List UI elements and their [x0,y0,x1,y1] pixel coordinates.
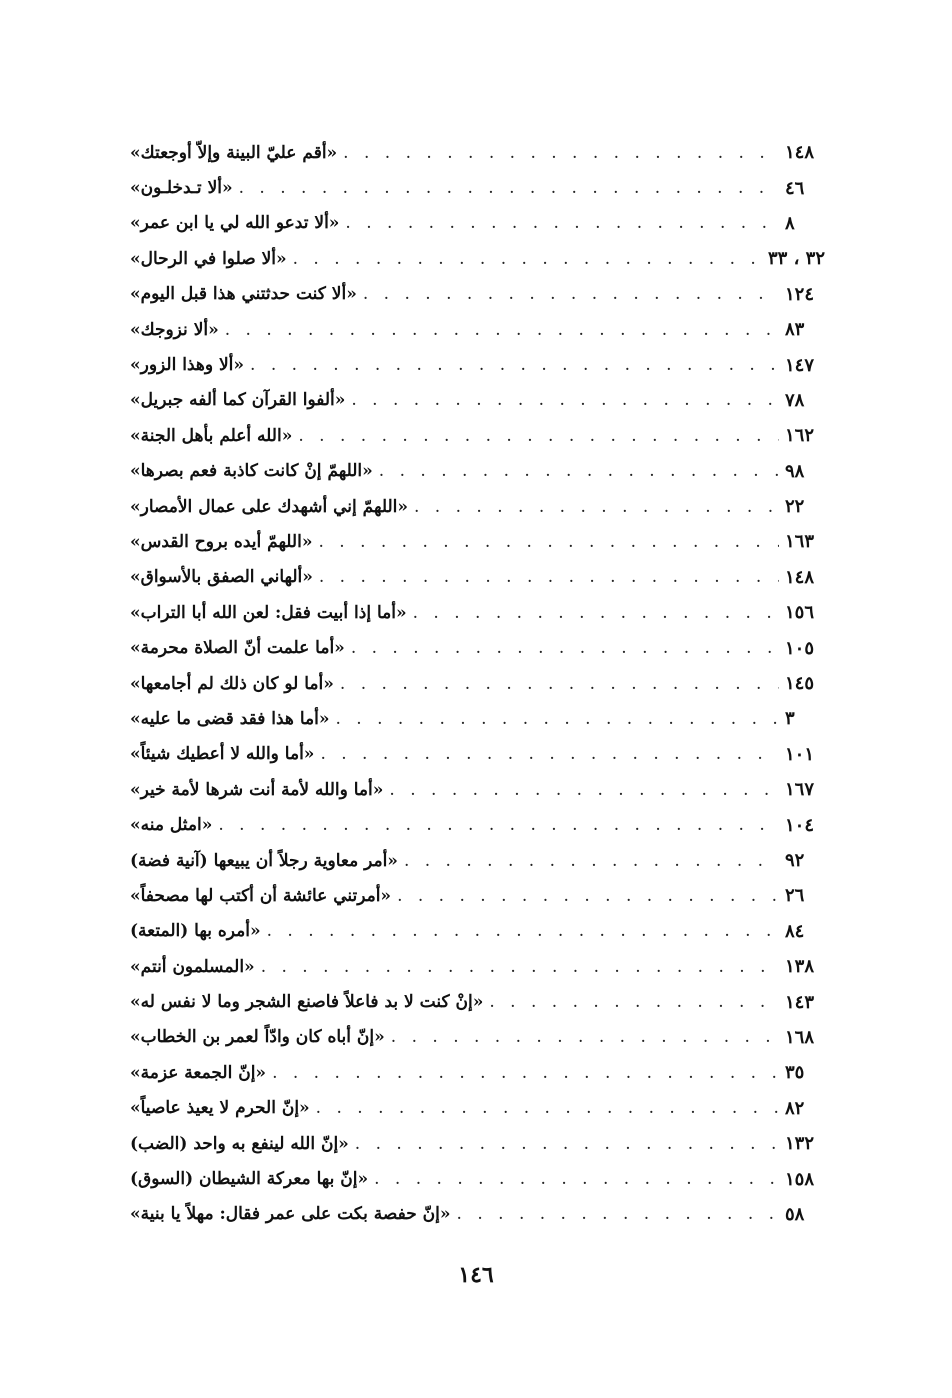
index-phrase: «ألا كنت حدثتني هذا قبل اليوم» [130,284,357,305]
index-phrase: «ألا نزوجك» [130,319,219,340]
index-phrase: «إنّ بها معركة الشيطان (السوق) [130,1169,369,1190]
index-page-ref: ١٤٥ [785,673,815,695]
dot-leader [225,319,779,341]
dot-leader [239,177,779,199]
dot-leader [293,248,762,270]
dot-leader [335,708,779,730]
dot-leader [404,850,779,872]
index-entry [130,524,825,559]
index-entry [130,560,825,595]
index-page-ref: ١٤٧ [785,354,815,376]
index-entry [130,878,825,913]
index-entry [130,312,825,347]
index-entry [130,666,825,701]
index-phrase: «ألا وهذا الزور» [130,355,245,376]
index-entry [130,241,825,276]
index-page-ref: ٥٨ [785,1203,805,1225]
index-phrase: «إنّ الجمعة عزمة» [130,1062,267,1083]
dot-leader [298,425,779,447]
dot-leader [320,743,779,765]
index-phrase: «أما والله لا أعطيك شيئاً» [130,744,315,765]
index-page-ref: ٢٦ [785,885,805,907]
index-page-ref: ٤٦ [785,177,805,199]
index-entry [130,206,825,241]
index-page-ref: ١٠٤ [785,814,815,836]
index-phrase: «إنّ أباه كان وادّاً لعمر بن الخطاب» [130,1027,385,1048]
dot-leader [218,814,779,836]
index-phrase: «اللهمّ أيده بروح القدس» [130,531,313,552]
index-entry [130,170,825,205]
dot-leader [261,956,779,978]
index-page-ref: ١٣٨ [785,956,815,978]
index-entry [130,418,825,453]
dot-leader [374,1168,779,1190]
index-page-ref: ٨٢ [785,1097,805,1119]
index-phrase: «ألا تدعو الله لي يا ابن عمر» [130,213,340,234]
index-phrase: «أما علمت أنّ الصلاة محرمة» [130,638,345,659]
index-phrase: «اللهمّ إنْ كانت كاذبة فعم بصرها» [130,461,373,482]
index-page-ref: ١٥٨ [785,1168,815,1190]
dot-leader [340,673,779,695]
index-phrase: «أقم عليّ البينة وإلاّ أوجعتك» [130,142,338,163]
index-page-ref: ١٣٢ [785,1133,815,1155]
dot-leader [363,283,779,305]
index-entry [130,701,825,736]
index-phrase: «أمر معاوية رجلاً أن يبيعها (آنية فضة) [130,850,398,871]
index-entry [130,1091,825,1126]
dot-leader [379,460,779,482]
index-phrase: «ألهاني الصفق بالأسواق» [130,567,313,588]
dot-leader [267,920,779,942]
index-page-ref: ٩٨ [785,460,805,482]
index-entry [130,489,825,524]
index-page-ref: ١٦٨ [785,1026,815,1048]
index-entry [130,1161,825,1196]
index-page-ref: ٨٣ [785,319,805,341]
dot-leader [318,531,779,553]
index-phrase: «ألفوا القرآن كما ألفه جبريل» [130,390,346,411]
index-entry [130,737,825,772]
dot-leader [397,885,779,907]
dot-leader [414,496,779,518]
index-entry [130,1055,825,1090]
index-phrase: «ألا صلوا في الرحال» [130,248,287,269]
index-page-ref: ٣ [785,708,795,730]
dot-leader [343,142,779,164]
dot-leader [489,991,779,1013]
index-entry [130,772,825,807]
index-page-ref: ١٤٣ [785,991,815,1013]
dot-leader [351,637,779,659]
index-entry [130,807,825,842]
index-page-ref: ١٤٨ [785,566,815,588]
index-page-ref: ١٠٥ [785,637,815,659]
index-page-ref: ١٢٤ [785,283,815,305]
index-page-ref: ١٤٨ [785,142,815,164]
index-entry [130,914,825,949]
dot-leader [413,602,779,624]
dot-leader [355,1133,779,1155]
page-number: ١٤٦ [458,1262,494,1288]
dot-leader [457,1203,779,1225]
index-phrase: «اللهمّ إني أشهدك على عمال الأمصار» [130,496,408,517]
index-entry [130,843,825,878]
index-phrase: «أما هذا فقد قضى ما عليه» [130,708,330,729]
index-page-ref: ١٦٣ [785,531,815,553]
index-phrase: «إنْ كنت لا بد فاعلاً فاصنع الشجر وما لا نفس له» [130,992,484,1013]
index-entry [130,630,825,665]
index-phrase: «أما إذا أبيت فقل: لعن الله أبا التراب» [130,602,407,623]
index-entry [130,984,825,1019]
dot-leader [272,1062,779,1084]
index-phrase: «إنّ الحرم لا يعيذ عاصياً» [130,1098,310,1119]
index-phrase: «أمره بها (المتعة) [130,921,261,942]
index-entry [130,277,825,312]
index-phrase: «إنّ حفصة بكت على عمر فقال: مهلاً يا بنية» [130,1204,451,1225]
index-phrase: «أما والله لأمة أنت شرها لأمة خير» [130,779,384,800]
index-page-ref: ٣٥ [785,1062,805,1084]
index-phrase: «امثل منه» [130,815,213,836]
index-phrase: «ألا تـدخلـون» [130,178,233,199]
hadith-index-list [130,135,825,1232]
index-entry [130,383,825,418]
index-page-ref: ٢٢ [785,496,805,518]
index-entry [130,949,825,984]
index-page-ref: ١٥٦ [785,602,815,624]
dot-leader [391,1026,779,1048]
index-entry [130,454,825,489]
dot-leader [319,566,779,588]
index-page-ref: ٣٢ ، ٣٣ [767,248,825,270]
index-entry [130,1197,825,1232]
index-phrase: «إنّ الله لينفع به واحد (الضب) [130,1133,349,1154]
index-page-ref: ٧٨ [785,389,805,411]
index-phrase: «أمرتني عائشة أن أكتب لها مصحفاً» [130,885,392,906]
dot-leader [316,1097,779,1119]
index-phrase: «الله أعلم بأهل الجنة» [130,425,293,446]
index-page-ref: ٨ [785,212,795,234]
index-page-ref: ١٦٢ [785,425,815,447]
index-phrase: «أما لو كان ذلك لم أجامعها» [130,673,334,694]
index-entry [130,1020,825,1055]
index-page-ref: ١٦٧ [785,779,815,801]
index-page-ref: ٨٤ [785,920,805,942]
dot-leader [351,389,779,411]
index-entry [130,595,825,630]
index-entry [130,1126,825,1161]
dot-leader [250,354,779,376]
index-entry [130,135,825,170]
dot-leader [389,779,779,801]
index-page-ref: ١٠١ [785,743,815,765]
index-entry [130,347,825,382]
index-phrase: «المسلمون أنتم» [130,956,255,977]
index-page-ref: ٩٢ [785,850,805,871]
dot-leader [345,212,779,234]
